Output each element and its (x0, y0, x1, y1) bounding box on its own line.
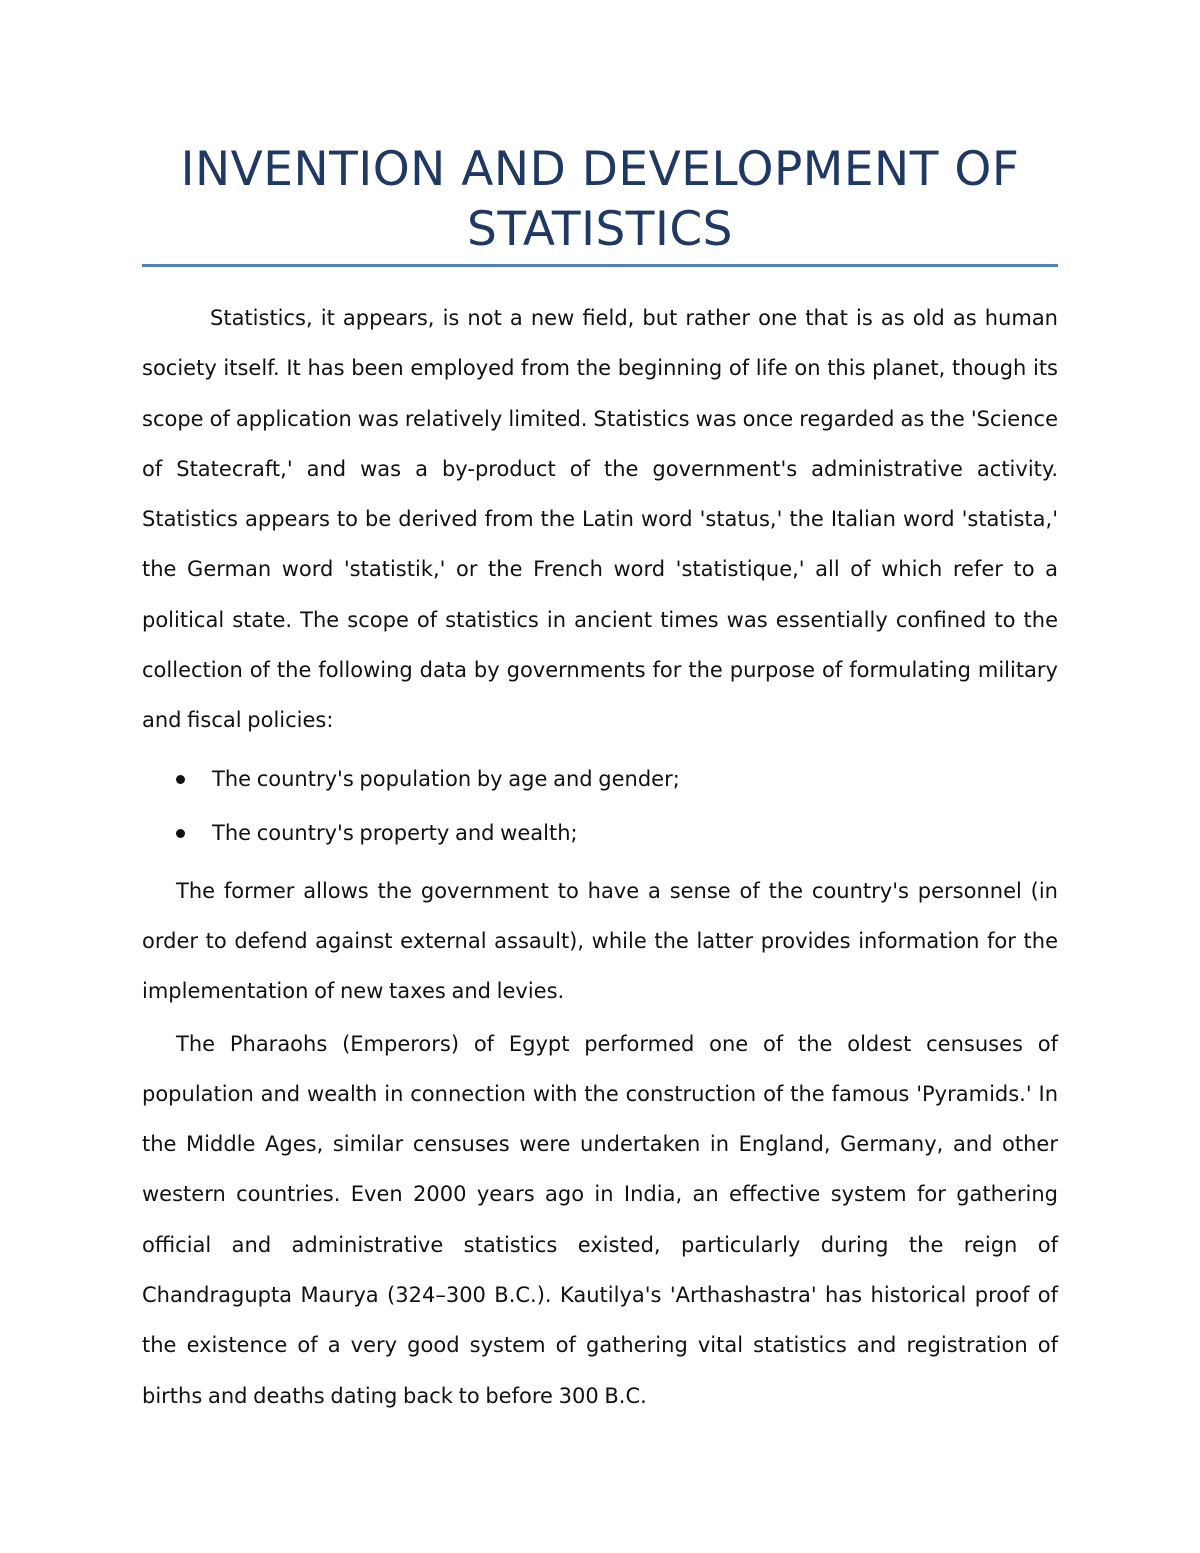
list-item (142, 806, 1058, 860)
list-item-text: The country's population by age and gender; (212, 766, 680, 791)
bullet-icon (176, 775, 185, 784)
title-underline (142, 264, 1058, 267)
bullet-list (142, 752, 1058, 860)
paragraph-intro: Statistics, it appears, is not a new field, but rather one that is as old as human society itself. It has been employed from the beginning of life on this planet, though its scope of application was relatively limited. Statistics was once regarded as the 'Science of Statecraft,' and was a by-product of the government's administrative activity. Statistics appears to be derived from the Latin word 'status,' the Italian word 'statista,' the German word 'statistik,' or the French word 'statistique,' all of which refer to a political state. The scope of statistics in ancient times was essentially confined to the collection of the following data by governments for the purpose of formulating military and fiscal policies: (142, 306, 1058, 733)
list-item (142, 752, 1058, 806)
paragraph-former-latter: The former allows the government to have a sense of the country's personnel (in order to defend against external assault), while the latter provides information for the implementation of new taxes and levies. (142, 878, 1058, 1004)
document-title: INVENTION AND DEVELOPMENT OF STATISTICS (180, 142, 1020, 257)
bullet-icon (176, 829, 185, 838)
list-item-text: The country's property and wealth; (212, 820, 578, 845)
paragraph-pharaohs: The Pharaohs (Emperors) of Egypt performed one of the oldest censuses of population and wealth in connection with the construction of the famous 'Pyramids.' In the Middle Ages, similar censuses were undertaken in England, Germany, and other western countries. Even 2000 years ago in India, an effective system for gathering official and administrative statistics existed, particularly during the reign of Chandragupta Maurya (324–300 B.C.). Kautilya's 'Arthashastra' has historical proof of the existence of a very good system of gathering vital statistics and registration of births and deaths dating back to before 300 B.C. (142, 1031, 1058, 1408)
document-body (142, 140, 1058, 1421)
